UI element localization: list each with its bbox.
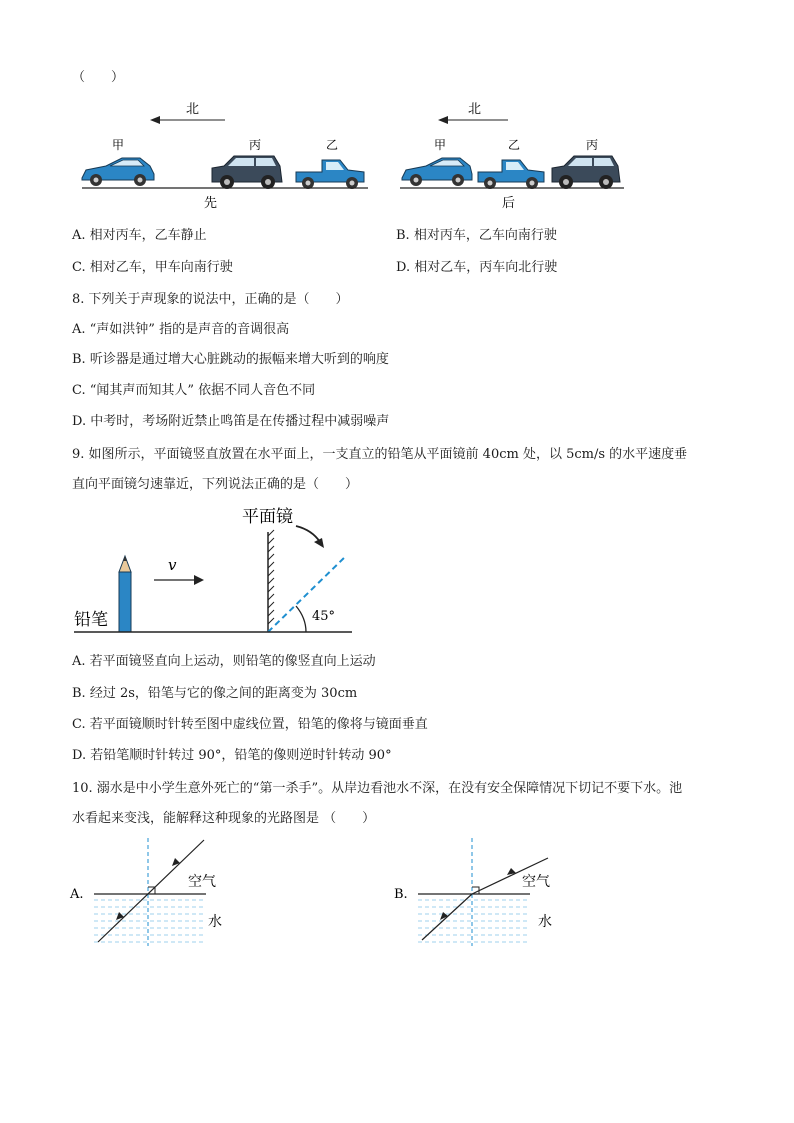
q10-figure-b [392, 834, 572, 952]
q8-option-c: C. “闻其声而知其人” 依据不同人音色不同 [72, 383, 316, 398]
q10-stem-line2: 水看起来变浅，能解释这种现象的光路图是 （ ） [72, 811, 376, 826]
north-arrow-head [150, 116, 160, 124]
q7-figure-after [398, 96, 628, 216]
q7-option-a: A. 相对丙车，乙车静止 [72, 228, 207, 243]
caption-after: 后 [502, 196, 516, 211]
light-ray-water [422, 894, 472, 940]
q7-answer-brackets: （ ） [72, 70, 125, 85]
air-label: 空气 [188, 874, 216, 890]
q8-option-a: A. “声如洪钟” 指的是声音的音调很高 [72, 322, 290, 337]
car-a-icon [402, 158, 472, 186]
q8-option-d: D. 中考时，考场附近禁止鸣笛是在传播过程中减弱噪声 [72, 414, 390, 429]
q10-figure-a [68, 834, 248, 952]
rotation-arrow [296, 526, 320, 542]
q8-option-b: B. 听诊器是通过增大心脏跳动的振幅来增大听到的响度 [72, 352, 389, 367]
car-b-icon [296, 160, 364, 189]
water-region [94, 894, 206, 946]
q9-option-b: B. 经过 2s，铅笔与它的像之间的距离变为 30cm [72, 686, 358, 701]
car-a-label: 甲 [434, 138, 447, 152]
angle-label: 45° [312, 609, 336, 624]
q9-mirror-figure [70, 500, 360, 640]
north-label: 北 [186, 102, 200, 117]
q9-stem-line2: 直向平面镜匀速靠近，下列说法正确的是（ ） [72, 477, 359, 492]
q7-option-b: B. 相对丙车，乙车向南行驶 [396, 228, 557, 243]
mirror-hatching [268, 530, 274, 624]
q7-option-c: C. 相对乙车，甲车向南行驶 [72, 260, 233, 275]
pencil-label: 铅笔 [74, 610, 108, 630]
velocity-arrow-head [194, 575, 204, 585]
water-hatching [418, 900, 530, 942]
car-c-label: 丙 [586, 138, 599, 152]
caption-before: 先 [204, 196, 218, 211]
mirror-label: 平面镜 [242, 507, 293, 527]
car-b-icon [478, 160, 544, 189]
rotation-arrow-head [314, 538, 324, 548]
q10-stem-line1: 10. 溺水是中小学生意外死亡的“第一杀手”。从岸边看池水不深，在没有安全保障情况下切记不要下水。池 [72, 781, 683, 796]
car-a-label: 甲 [112, 138, 125, 152]
ray-arrow-water [440, 912, 448, 920]
pencil-icon [119, 556, 131, 632]
q9-option-a: A. 若平面镜竖直向上运动，则铅笔的像竖直向上运动 [72, 654, 376, 669]
water-hatching [94, 900, 206, 942]
light-ray [98, 840, 204, 942]
car-c-icon [212, 156, 282, 189]
q9-stem-line1: 9. 如图所示，平面镜竖直放置在水平面上，一支直立的铅笔从平面镜前 40cm 处，以 5cm/s 的水平速度垂 [72, 447, 688, 462]
air-label: 空气 [522, 874, 550, 890]
velocity-label: v [168, 556, 177, 574]
car-c-label: 丙 [249, 138, 262, 152]
water-label: 水 [208, 914, 222, 930]
option-a-label: A. [70, 887, 84, 902]
q8-stem: 8. 下列关于声现象的说法中，正确的是（ ） [72, 292, 349, 307]
q9-option-d: D. 若铅笔顺时针转过 90°，铅笔的像则逆时针转动 90° [72, 748, 392, 763]
water-label: 水 [538, 914, 552, 930]
north-arrow-head [438, 116, 448, 124]
q7-figure-before [78, 96, 378, 216]
north-label: 北 [468, 102, 482, 117]
q7-option-d: D. 相对乙车，丙车向北行驶 [396, 260, 558, 275]
option-b-label: B. [394, 887, 408, 902]
car-b-label: 乙 [326, 138, 339, 152]
angle-arc [296, 606, 306, 632]
car-b-label: 乙 [508, 138, 521, 152]
q9-option-c: C. 若平面镜顺时针转至图中虚线位置，铅笔的像将与镜面垂直 [72, 717, 428, 732]
car-a-icon [82, 158, 154, 186]
car-c-icon [552, 156, 620, 189]
